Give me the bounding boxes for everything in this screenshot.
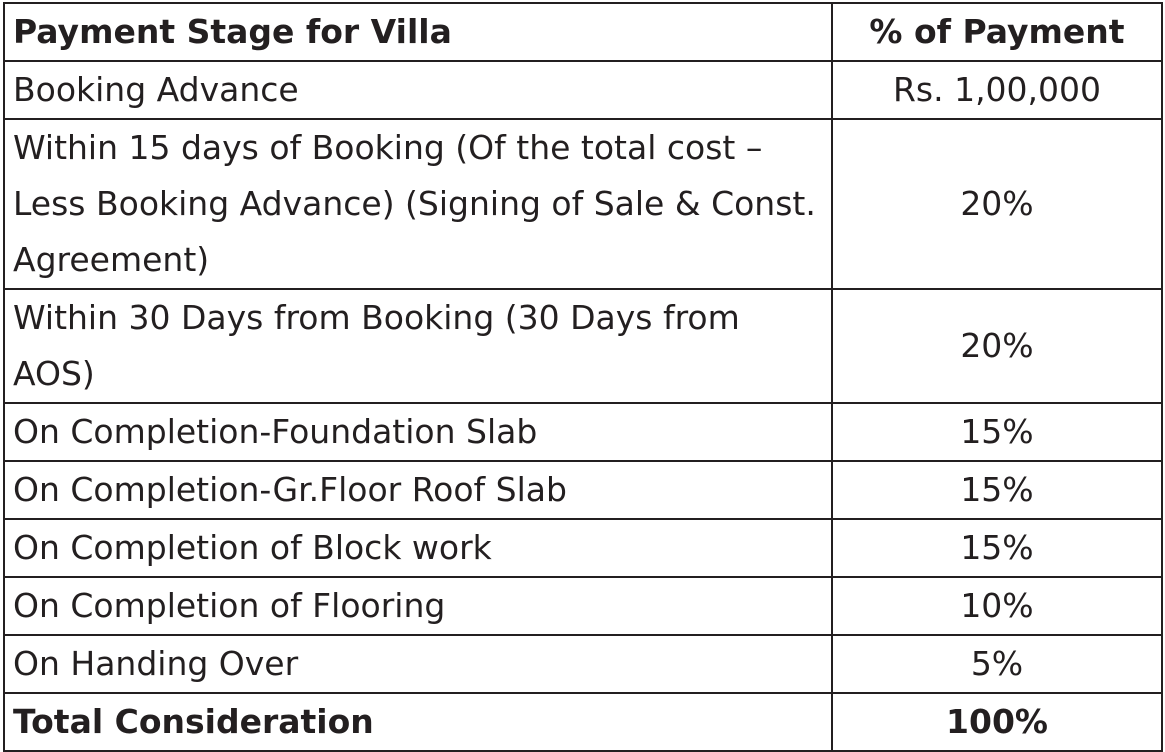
payment-cell: 15%	[832, 519, 1162, 577]
stage-cell: Within 15 days of Booking (Of the total cost – Less Booking Advance) (Signing of Sale & Const. Agreement)	[4, 119, 832, 289]
stage-cell: Within 30 Days from Booking (30 Days from AOS)	[4, 289, 832, 403]
stage-cell: On Handing Over	[4, 635, 832, 693]
table-row	[4, 577, 1162, 635]
table-header-row	[4, 3, 1162, 61]
total-label: Total Consideration	[4, 693, 832, 751]
total-value: 100%	[832, 693, 1162, 751]
payment-table	[3, 2, 1163, 752]
table-row	[4, 519, 1162, 577]
table-row	[4, 403, 1162, 461]
table-row	[4, 119, 1162, 289]
header-stage: Payment Stage for Villa	[4, 3, 832, 61]
stage-cell: On Completion-Foundation Slab	[4, 403, 832, 461]
stage-cell: On Completion of Block work	[4, 519, 832, 577]
table-row	[4, 635, 1162, 693]
stage-cell: Booking Advance	[4, 61, 832, 119]
table-row	[4, 289, 1162, 403]
payment-cell: Rs. 1,00,000	[832, 61, 1162, 119]
stage-cell: On Completion of Flooring	[4, 577, 832, 635]
payment-cell: 15%	[832, 403, 1162, 461]
stage-cell: On Completion-Gr.Floor Roof Slab	[4, 461, 832, 519]
table-row	[4, 61, 1162, 119]
payment-schedule	[3, 2, 1161, 741]
payment-cell: 5%	[832, 635, 1162, 693]
table-row	[4, 461, 1162, 519]
payment-cell: 10%	[832, 577, 1162, 635]
total-row	[4, 693, 1162, 751]
payment-cell: 20%	[832, 119, 1162, 289]
header-payment: % of Payment	[832, 3, 1162, 61]
payment-cell: 20%	[832, 289, 1162, 403]
payment-cell: 15%	[832, 461, 1162, 519]
